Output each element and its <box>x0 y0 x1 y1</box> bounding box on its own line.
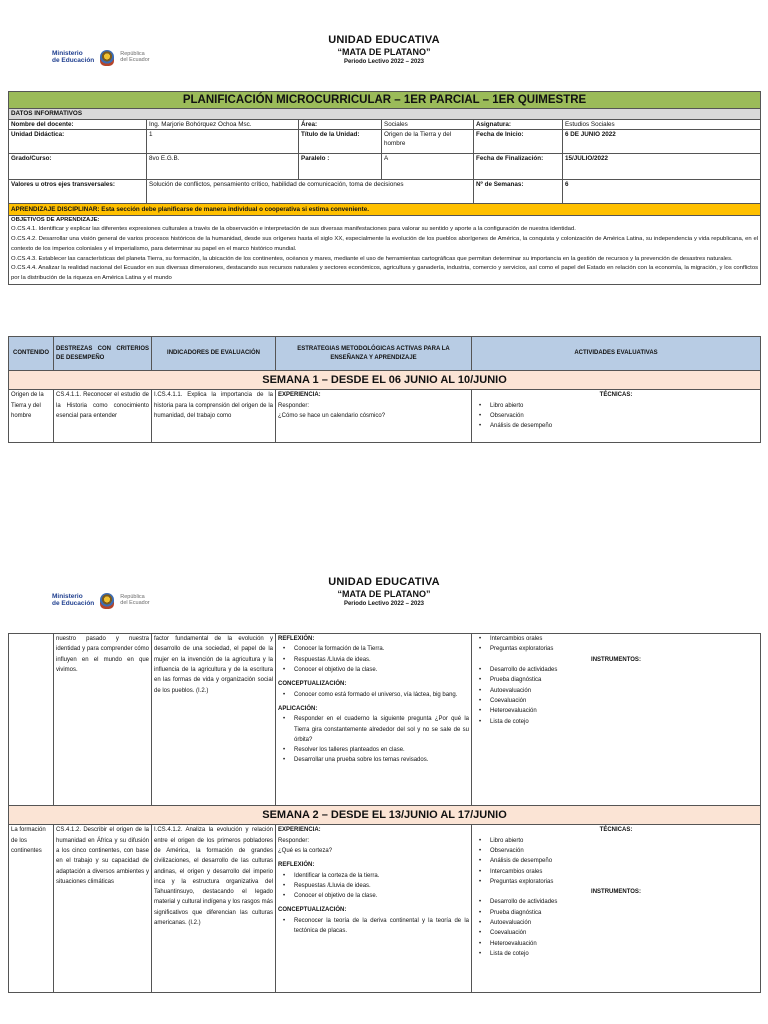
week1-aplicacion-label: APLICACIÓN: <box>278 705 318 712</box>
week1-estrategias-continued <box>276 634 472 806</box>
school-subtitle: “MATA DE PLATANO” <box>337 589 431 599</box>
week1-reflexion-item: • Conocer la formación de la Tierra. <box>294 644 469 654</box>
unidad-value: 1 <box>147 129 299 153</box>
planning-table-page1 <box>8 336 761 443</box>
col-destrezas: DESTREZAS CON CRITERIOS DE DESEMPEÑO <box>54 337 152 371</box>
week2-indicador: I.CS.4.1.2. Analiza la evolución y relación entre el origen de los primeros pobladores de América, la formación de grandes civilizaciones, el desarrollo de las culturas andinas, el origen y desarrollo del imperio inca y la estructura organizativa del Tahuantinsuyo, destacando el legado material y cultural indígena y los rasgos más significativos que diferencian las culturas americanas. (I.2.) <box>152 825 276 993</box>
ministry-logo <box>52 593 150 609</box>
objetivos-cell <box>9 215 761 284</box>
area-label: Área: <box>299 119 382 129</box>
week2-instrumento-item: • Heteroevaluación <box>490 939 758 949</box>
objetivo-2: O.CS.4.2. Desarrollar una visión general de varios procesos históricos de la humanidad, desde sus orígenes hasta el siglo XX, especialmente la evolución de los pueblos aborígenes de América, la conquista y colonización de América Latina, su independencia y vida republicana, en el contexto de los imperios coloniales y el imperialismo, para determinar su papel en el marco histórico mundial. <box>11 236 759 252</box>
week1-tecnica-item: • Libro abierto <box>490 401 758 411</box>
week2-reflexion-item: • Identificar la corteza de la tierra. <box>294 871 469 881</box>
week1-instrumento-item: • Coevaluación <box>490 696 758 706</box>
week2-conceptualizacion-item: • Reconocer la teoría de la deriva continental y la teoría de la tectónica de placas. <box>294 916 469 937</box>
objetivo-3: O.CS.4.3. Establecer las características del planeta Tierra, su formación, la ubicación de los continentes, océanos y mares, mediante el uso de herramientas cartográficas que permitan determinar su importancia en la gestión de recursos y la prevención de desastres naturales. <box>11 255 733 262</box>
week1-reflexion-label: REFLEXIÓN: <box>278 636 315 642</box>
col-indicadores: INDICADORES DE EVALUACIÓN <box>152 337 276 371</box>
week2-experiencia-question: ¿Qué es la corteza? <box>278 847 333 854</box>
week1-conceptualizacion-label: CONCEPTUALIZACIÓN: <box>278 681 347 688</box>
republica-logo-text: República del Ecuador <box>120 51 150 63</box>
inicio-value: 6 DE JUNIO 2022 <box>563 129 761 153</box>
week1-indicador-continued: factor fundamental de la evolución y desarrollo de una sociedad, el papel de la mujer en la invención de la agricultura y la influencia de la agricultura y de la escritura en las formas de vida y organización social de los pueblos. (I.2.) <box>152 634 276 806</box>
week1-tecnicas-label: TÉCNICAS: <box>599 392 633 399</box>
school-name: UNIDAD EDUCATIVA <box>328 576 440 588</box>
paralelo-value: A <box>382 153 474 179</box>
school-period: Periodo Lectivo 2022 – 2023 <box>343 59 425 65</box>
grado-label: Grado/Curso: <box>9 153 147 179</box>
week1-experiencia-question: ¿Cómo se hace un calendario cósmico? <box>278 412 386 419</box>
week1-destreza-continued: nuestro pasado y nuestra identidad y para comprender cómo influyen en el mundo en que vivimos. <box>54 634 152 806</box>
week2-tecnica-item: • Intercambios orales <box>490 867 758 877</box>
week1-instrumento-item: • Heteroevaluación <box>490 706 758 716</box>
week2-reflexion-label: REFLEXIÓN: <box>278 862 315 869</box>
week2-title: SEMANA 2 – DESDE EL 13/JUNIO AL 17/JUNIO <box>9 806 761 825</box>
unidad-label: Unidad Didáctica: <box>9 129 147 153</box>
week1-aplicacion-item: • Responder en el cuaderno la siguiente pregunta ¿Por qué la Tierra gira constantemente alrededor del sol y no se sale de su órbita? <box>294 714 469 745</box>
week2-tecnica-item: • Observación <box>490 846 758 856</box>
week2-instrumento-item: • Desarrollo de actividades <box>490 897 758 907</box>
titulo-label: Título de la Unidad: <box>299 129 382 153</box>
week1-aplicacion-item: • Desarrollar una prueba sobre los temas revisados. <box>294 755 469 765</box>
week2-tecnicas-label: TÉCNICAS: <box>599 827 633 834</box>
col-estrategias: ESTRATEGIAS METODOLÓGICAS ACTIVAS PARA LA ENSEÑANZA Y APRENDIZAJE <box>276 337 472 371</box>
ecuador-seal-icon <box>100 50 114 66</box>
week1-indicador: I.CS.4.1.1. Explica la importancia de la historia para la comprensión del origen de la humanidad, del trabajo como <box>152 390 276 443</box>
week1-contenido: Origen de la Tierra y del hombre <box>9 390 54 443</box>
week1-aplicacion-item: • Resolver los talleres planteados en clase. <box>294 745 469 755</box>
valores-value: Solución de conflictos, pensamiento crítico, habilidad de comunicación, toma de decisiones <box>147 179 474 203</box>
docente-value: Ing. Marjorie Bohórquez Ochoa Msc. <box>147 119 299 129</box>
week2-contenido: La formación de los continentes <box>9 825 54 993</box>
week2-actividades <box>472 825 761 993</box>
ministry-logo-text: Ministerio de Educación <box>52 593 95 607</box>
week2-tecnica-item: • Análisis de desempeño <box>490 856 758 866</box>
week1-reflexion-item: • Respuestas /Lluvia de ideas. <box>294 655 469 665</box>
finalizacion-label: Fecha de Finalización: <box>474 153 563 179</box>
semanas-value: 6 <box>563 179 761 203</box>
school-period: Periodo Lectivo 2022 – 2023 <box>343 601 425 607</box>
week1-actividades-continued <box>472 634 761 806</box>
week2-experiencia-responder: Responder: <box>278 837 310 844</box>
week2-experiencia-label: EXPERIENCIA: <box>278 827 321 834</box>
week1-instrumento-item: • Desarrollo de actividades <box>490 665 758 675</box>
week1-instrumentos-label: INSTRUMENTOS: <box>591 656 641 663</box>
week2-instrumento-item: • Prueba diagnóstica <box>490 908 758 918</box>
grado-value: 8vo E.G.B. <box>147 153 299 179</box>
week1-reflexion-item: • Conocer el objetivo de la clase. <box>294 665 469 675</box>
week1-conceptualizacion-item: • Conocer como está formado el universo, vía láctea, big bang. <box>294 690 469 700</box>
week2-reflexion-item: • Respuestas /Lluvia de ideas. <box>294 881 469 891</box>
objetivo-4: O.CS.4.4. Analizar la realidad nacional del Ecuador en sus diversas dimensiones, destacando sus recursos naturales y sectores económicos, agricultura y ganadería, industria, comercio y servicios, así como el papel del Estado en relación con la economía, la migración, y los conflictos por la distribución de la riqueza en América Latina y el mundo <box>11 265 759 282</box>
paralelo-label: Paralelo : <box>299 153 382 179</box>
week1-destreza: CS.4.1.1. Reconocer el estudio de la Historia como conocimiento esencial para entender <box>54 390 152 443</box>
ecuador-seal-icon <box>100 593 114 609</box>
col-actividades: ACTIVIDADES EVALUATIVAS <box>472 337 761 371</box>
week1-actividades <box>472 390 761 443</box>
asignatura-value: Estudios Sociales <box>563 119 761 129</box>
col-contenido: CONTENIDO <box>9 337 54 371</box>
week2-instrumento-item: • Autoevaluación <box>490 918 758 928</box>
school-name: UNIDAD EDUCATIVA <box>328 34 440 46</box>
planning-table-page2 <box>8 633 761 993</box>
week1-experiencia-label: EXPERIENCIA: <box>278 392 321 399</box>
week2-instrumentos-label: INSTRUMENTOS: <box>591 889 641 896</box>
week1-instrumento-item: • Prueba diagnóstica <box>490 675 758 685</box>
week1-tecnica-item: • Intercambios orales <box>490 634 758 644</box>
informative-data-table <box>8 91 761 285</box>
objetivos-label: OBJETIVOS DE APRENDIZAJE: <box>11 216 100 223</box>
docente-label: Nombre del docente: <box>9 119 147 129</box>
week1-contenido-continued <box>9 634 54 806</box>
week2-reflexion-item: • Conocer el objetivo de la clase. <box>294 891 469 901</box>
week1-tecnica-item: • Análisis de desempeño <box>490 421 758 431</box>
plan-title: PLANIFICACIÓN MICROCURRICULAR – 1ER PARCIAL – 1ER QUIMESTRE <box>9 92 761 109</box>
week2-estrategias <box>276 825 472 993</box>
republica-logo-text: República del Ecuador <box>120 594 150 606</box>
week1-tecnica-item: • Observación <box>490 411 758 421</box>
school-subtitle: “MATA DE PLATANO” <box>337 47 431 57</box>
week2-destreza: CS.4.1.2. Describir el origen de la humanidad en África y su difusión a los cinco continentes, con base en el trabajo y su capacidad de adaptación a diversos ambientes y situaciones climáticas <box>54 825 152 993</box>
aprendizaje-disciplinar: APRENDIZAJE DISCIPLINAR: Esta sección debe planificarse de manera individual o cooperativa si estima conveniente. <box>9 203 761 215</box>
valores-label: Valores u otros ejes transversales: <box>9 179 147 203</box>
finalizacion-value: 15/JULIO/2022 <box>563 153 761 179</box>
week2-tecnica-item: • Libro abierto <box>490 836 758 846</box>
semanas-label: Nº de Semanas: <box>474 179 563 203</box>
titulo-value: Origen de la Tierra y del hombre <box>382 129 474 153</box>
ministry-logo-text: Ministerio de Educación <box>52 50 95 64</box>
asignatura-label: Asignatura: <box>474 119 563 129</box>
week1-instrumento-item: • Lista de cotejo <box>490 717 758 727</box>
week1-title: SEMANA 1 – DESDE EL 06 JUNIO AL 10/JUNIO <box>9 371 761 390</box>
area-value: Sociales <box>382 119 474 129</box>
week2-tecnica-item: • Preguntas exploratorias <box>490 877 758 887</box>
week2-conceptualizacion-label: CONCEPTUALIZACIÓN: <box>278 907 347 914</box>
week1-instrumento-item: • Autoevaluación <box>490 686 758 696</box>
ministry-logo <box>52 50 150 66</box>
datos-informativos-label: DATOS INFORMATIVOS <box>9 109 761 119</box>
week2-instrumento-item: • Coevaluación <box>490 928 758 938</box>
week1-tecnica-item: • Preguntas exploratorias <box>490 644 758 654</box>
week2-instrumento-item: • Lista de cotejo <box>490 949 758 959</box>
week1-experiencia <box>276 390 472 443</box>
objetivo-1: O.CS.4.1. Identificar y explicar las diferentes expresiones culturales a través de la observación e interpretación de sus diversas manifestaciones para valorar su sentido y aporte a la configuración de nuestra identidad. <box>11 226 576 233</box>
week1-experiencia-responder: Responder: <box>278 402 310 409</box>
inicio-label: Fecha de Inicio: <box>474 129 563 153</box>
